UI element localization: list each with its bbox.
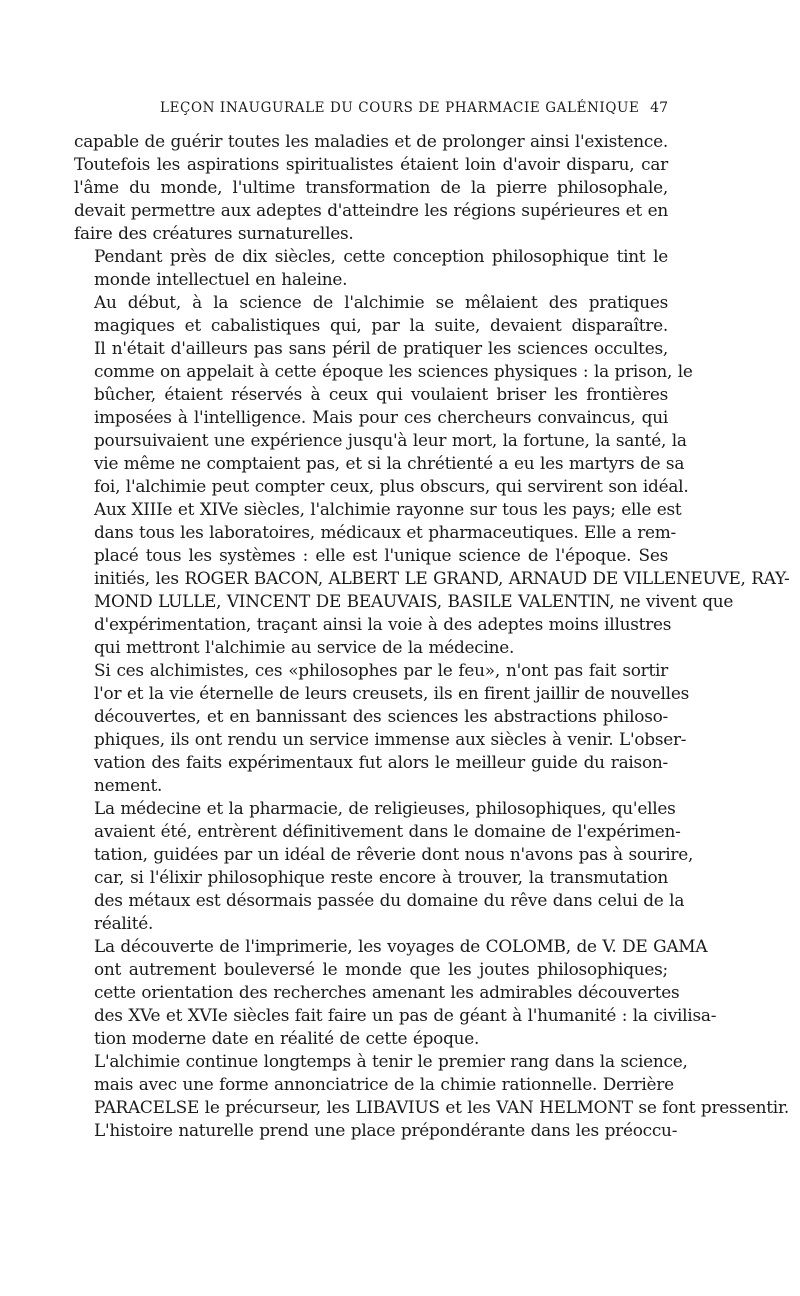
paragraph	[74, 291, 693, 498]
text-line: Pendant près de dix siècles, cette conception philosophique tint le	[94, 246, 668, 266]
text-line: L'histoire naturelle prend une place prépondérante dans les préoccu-	[94, 1120, 678, 1140]
text-line: cette orientation des recherches amenant les admirables découvertes	[94, 982, 680, 1002]
text-line: mais avec une forme annonciatrice de la chimie rationnelle. Derrière	[94, 1074, 674, 1094]
paragraph	[74, 935, 717, 1050]
text-line: devait permettre aux adeptes d'atteindre les régions supérieures et en	[74, 200, 668, 220]
text-line: poursuivaient une expérience jusqu'à leur mort, la fortune, la santé, la	[94, 430, 687, 450]
text-line: foi, l'alchimie peut compter ceux, plus obscurs, qui servirent son idéal.	[94, 476, 689, 496]
text-line: d'expérimentation, traçant ainsi la voie à des adeptes moins illustres	[94, 614, 672, 634]
text-line: tation, guidées par un idéal de rêverie dont nous n'avons pas à sourire,	[94, 844, 694, 864]
paragraph	[74, 659, 689, 797]
text-line: Si ces alchimistes, ces «philosophes par le feu», n'ont pas fait sortir	[94, 660, 668, 680]
text-line: capable de guérir toutes les maladies et de prolonger ainsi l'existence.	[74, 131, 668, 151]
body-text	[74, 130, 790, 1142]
text-line: qui mettront l'alchimie au service de la médecine.	[94, 637, 515, 657]
paragraph	[74, 797, 694, 935]
text-line: avaient été, entrèrent définitivement dans le domaine de l'expérimen-	[94, 821, 681, 841]
text-line: Il n'était d'ailleurs pas sans péril de pratiquer les sciences occultes,	[94, 338, 668, 358]
text-line: L'alchimie continue longtemps à tenir le premier rang dans la science,	[94, 1051, 688, 1071]
paragraph	[74, 498, 790, 659]
text-line: Toutefois les aspirations spiritualistes étaient loin d'avoir disparu, car	[74, 154, 668, 174]
text-line: magiques et cabalistiques qui, par la suite, devaient disparaître.	[94, 315, 668, 335]
running-header	[78, 100, 668, 124]
text-line: placé tous les systèmes : elle est l'unique science de l'époque. Ses	[94, 545, 668, 565]
text-line: initiés, les ROGER BACON, ALBERT LE GRAND, ARNAUD DE VILLENEUVE, RAY-	[94, 568, 790, 588]
text-line: Au début, à la science de l'alchimie se mêlaient des pratiques	[94, 292, 668, 312]
text-line: MOND LULLE, VINCENT DE BEAUVAIS, BASILE VALENTIN, ne vivent que	[94, 591, 734, 611]
text-line: bûcher, étaient réservés à ceux qui voulaient briser les frontières	[94, 384, 668, 404]
text-line: phiques, ils ont rendu un service immense aux siècles à venir. L'obser-	[94, 729, 687, 749]
page-number: 47	[650, 100, 668, 116]
text-line: réalité.	[94, 913, 154, 933]
paragraph	[74, 130, 668, 245]
text-line: Aux XIIIe et XIVe siècles, l'alchimie rayonne sur tous les pays; elle est	[94, 499, 682, 519]
text-line: dans tous les laboratoires, médicaux et pharmaceutiques. Elle a rem-	[94, 522, 676, 542]
paragraph	[74, 1050, 790, 1142]
text-line: faire des créatures surnaturelles.	[74, 223, 354, 243]
text-line: ont autrement bouleversé le monde que les joutes philosophiques;	[94, 959, 668, 979]
text-line: vation des faits expérimentaux fut alors le meilleur guide du raison-	[94, 752, 668, 772]
text-line: comme on appelait à cette époque les sciences physiques : la prison, le	[94, 361, 693, 381]
text-line: car, si l'élixir philosophique reste encore à trouver, la transmutation	[94, 867, 668, 887]
paragraph	[74, 245, 668, 291]
text-line: nement.	[94, 775, 163, 795]
text-line: des métaux est désormais passée du domaine du rêve dans celui de la	[94, 890, 685, 910]
text-line: découvertes, et en bannissant des sciences les abstractions philoso-	[94, 706, 668, 726]
text-line: l'or et la vie éternelle de leurs creusets, ils en firent jaillir de nouvelles	[94, 683, 689, 703]
text-line: PARACELSE le précurseur, les LIBAVIUS et les VAN HELMONT se font pressentir.	[94, 1097, 790, 1117]
text-line: l'âme du monde, l'ultime transformation de la pierre philosophale,	[74, 177, 668, 197]
text-line: monde intellectuel en haleine.	[94, 269, 348, 289]
text-line: imposées à l'intelligence. Mais pour ces chercheurs convaincus, qui	[94, 407, 668, 427]
text-line: La médecine et la pharmacie, de religieuses, philosophiques, qu'elles	[94, 798, 676, 818]
text-line: vie même ne comptaient pas, et si la chrétienté a eu les martyrs de sa	[94, 453, 685, 473]
running-head-title: LEÇON INAUGURALE DU COURS DE PHARMACIE GALÉNIQUE	[160, 100, 640, 116]
text-line: tion moderne date en réalité de cette époque.	[94, 1028, 480, 1048]
text-line: La découverte de l'imprimerie, les voyages de COLOMB, de V. DE GAMA	[94, 936, 708, 956]
text-line: des XVe et XVIe siècles fait faire un pas de géant à l'humanité : la civilisa-	[94, 1005, 717, 1025]
